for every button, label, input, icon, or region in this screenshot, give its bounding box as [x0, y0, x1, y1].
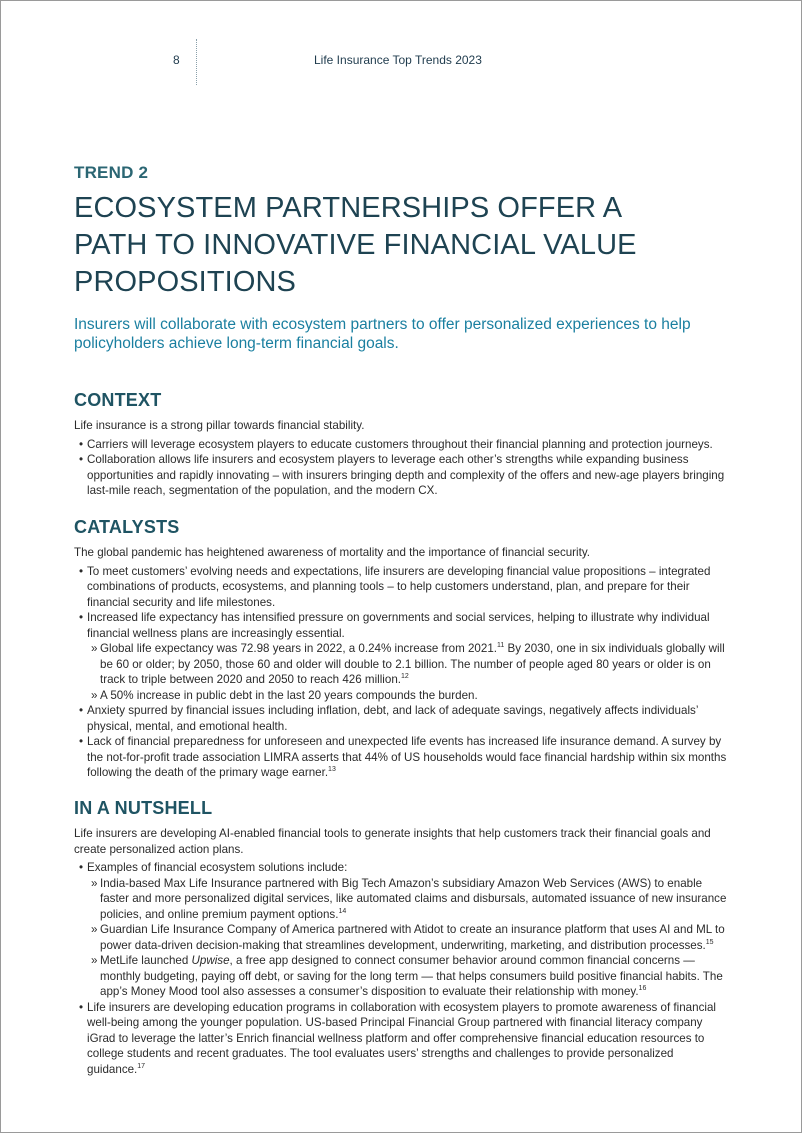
trend-title — [74, 190, 730, 301]
footnote-ref: 17 — [137, 1062, 146, 1070]
trend-title-line-3: PROPOSITIONS — [74, 266, 296, 298]
nutshell-intro: Life insurers are developing AI-enabled financial tools to generate insights that help customers track their financial goals and create personalized action plans. — [74, 827, 711, 856]
catalysts-heading: CATALYSTS — [74, 517, 180, 537]
context-intro: Life insurance is a strong pillar towards financial stability. — [74, 419, 365, 432]
list-item — [74, 1000, 730, 1078]
sub-item-text: Global life expectancy was 72.98 years in 2022, a 0.24% increase from 2021. — [100, 642, 497, 655]
sub-list — [74, 876, 730, 1000]
sub-list — [74, 641, 730, 703]
list-item — [74, 734, 730, 781]
sub-list-item — [74, 641, 730, 688]
header-divider — [196, 39, 197, 85]
catalysts-section — [74, 517, 730, 781]
list-item — [74, 860, 730, 1000]
footnote-ref: 16 — [638, 985, 647, 993]
trend-lead: Insurers will collaborate with ecosystem partners to offer personalized experiences to help policyholders achieve long-term financial goals. — [74, 316, 691, 352]
trend-title-line-1: ECOSYSTEM PARTNERSHIPS OFFER A — [74, 192, 623, 224]
list-item: • Carriers will leverage ecosystem players to educate customers throughout their financial planning and protection journeys. — [74, 437, 730, 453]
footnote-ref: 11 — [497, 642, 505, 650]
app-name: Upwise — [191, 954, 230, 967]
sub-list-item — [74, 922, 730, 953]
list-item-text: Lack of financial preparedness for unforeseen and unexpected life events has increased life insurance demand. A survey by the not-for-profit trade association LIMRA asserts that 44% of US households would face financial hardship within six months following the death of the primary wage earner. — [87, 735, 727, 779]
context-section — [74, 390, 730, 499]
trend-title-line-2: PATH TO INNOVATIVE FINANCIAL VALUE — [74, 229, 637, 261]
list-item-text: Increased life expectancy has intensified pressure on governments and social services, helping to illustrate why individual financial wellness plans are increasingly essential. — [87, 611, 710, 640]
list-item: • Collaboration allows life insurers and ecosystem players to leverage each other’s strengths while expanding business opportunities and rapidly innovating – with insurers bringing depth and complexity of the offers and new-age players bringing last-mile reach, segmentation of the population, and the modern CX. — [74, 452, 730, 499]
sub-item-text: MetLife launched — [100, 954, 192, 967]
nutshell-list — [74, 860, 730, 1077]
footnote-ref: 15 — [705, 938, 714, 946]
catalysts-list — [74, 564, 730, 781]
sub-list-item — [74, 876, 730, 923]
nutshell-heading: IN A NUTSHELL — [74, 798, 213, 818]
sub-item-text: , a free app designed to connect consumer behavior around common financial concerns — monthly budgeting, paying off debt, or saving for the long term — that helps consumers build positive financial habits. The app’s Money Mood tool also assesses a consumer’s disposition to evaluate their relationship with money. — [100, 954, 723, 998]
nutshell-section — [74, 798, 730, 1077]
list-item — [74, 610, 730, 703]
trend-label: TREND 2 — [74, 163, 149, 182]
page-header — [1, 53, 801, 83]
sub-item-text: Guardian Life Insurance Company of America partnered with Atidot to create an insurance platform that uses AI and ML to power data-driven decision-making that streamlines development, underwriting, marketing, and distribution processes. — [100, 923, 725, 952]
sub-list-item — [74, 953, 730, 1000]
page-number: 8 — [173, 53, 180, 67]
sub-item-text: By 2030, one in six individuals globally will be 60 or older; by 2050, those 60 and older will double to 2.1 billion. The number of people aged 80 years or older is on track to triple between 2020 and 2050 to reach 426 million. — [100, 642, 725, 686]
context-heading: CONTEXT — [74, 390, 162, 410]
list-item-text: Examples of financial ecosystem solutions include: — [87, 861, 348, 874]
list-item-text: Life insurers are developing education programs in collaboration with ecosystem players to promote awareness of financial well-being among the younger population. US-based Principal Financial Group partnered with financial literacy company iGrad to leverage the latter’s Enrich financial wellness platform and offer comprehensive financial education resources to college students and recent graduates. The tool evaluates users’ strengths and challenges to provide personalized guidance. — [87, 1000, 716, 1076]
context-list — [74, 437, 730, 499]
list-item: • To meet customers’ evolving needs and expectations, life insurers are developing financial value propositions – integrated combinations of products, ecosystems, and planning tools – to help customers understand, plan, and prepare for their financial security and life milestones. — [74, 564, 730, 611]
footnote-ref: 12 — [401, 673, 409, 681]
footnote-ref: 14 — [338, 907, 347, 915]
footnote-ref: 13 — [328, 766, 336, 774]
sub-list-item: » A 50% increase in public debt in the last 20 years compounds the burden. — [74, 688, 730, 704]
trend-section — [74, 163, 730, 353]
document-title: Life Insurance Top Trends 2023 — [314, 53, 482, 67]
list-item: • Anxiety spurred by financial issues including inflation, debt, and lack of adequate savings, negatively affects individuals’ physical, mental, and emotional health. — [74, 703, 730, 734]
sub-item-text: India-based Max Life Insurance partnered with Big Tech Amazon’s subsidiary Amazon Web Services (AWS) to enable faster and more personalized digital services, like automated claims and disbursals, automated issuance of new insurance policies, and online premium payment options. — [100, 876, 727, 921]
catalysts-intro: The global pandemic has heightened awareness of mortality and the importance of financial security. — [74, 546, 591, 559]
